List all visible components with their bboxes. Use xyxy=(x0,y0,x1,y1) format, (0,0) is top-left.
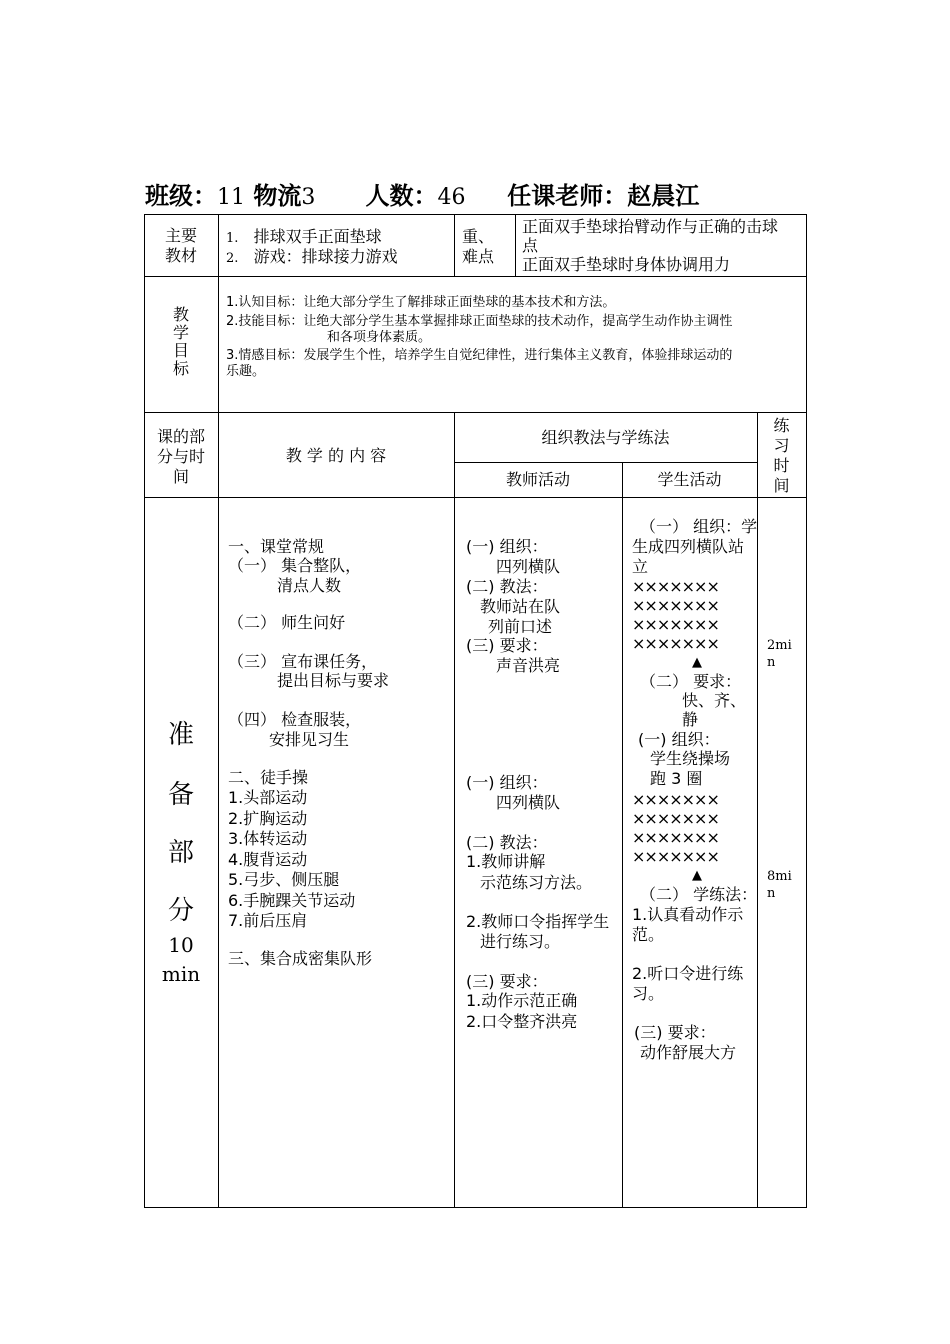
material-item-1: 1. 排球双手正面垫球 xyxy=(226,227,382,246)
formation-row: ××××××× xyxy=(632,809,719,828)
goal-emotion-cont: 乐趣。 xyxy=(226,364,266,379)
teacher-line: (一) 组织： xyxy=(466,537,548,556)
content-line: 提出目标与要求 xyxy=(277,671,390,690)
content-line: 5.弓步、侧压腿 xyxy=(228,870,340,889)
formation-row: ××××××× xyxy=(632,847,719,866)
goal-cognitive: 1.认知目标：让绝大部分学生了解排球正面垫球的基本技术和方法。 xyxy=(226,295,616,310)
student-line: (一) 组织： xyxy=(638,730,720,749)
student-line: （二） 学练法： xyxy=(640,885,758,904)
time-value-1: 2mi n xyxy=(767,638,792,670)
student-line: 动作舒展大方 xyxy=(640,1043,737,1062)
header-line xyxy=(145,176,699,211)
teacher-line: 1.动作示范正确 xyxy=(466,991,578,1010)
teacher-line: 进行练习。 xyxy=(480,932,561,951)
content-line: 6.手腕踝关节运动 xyxy=(228,891,356,910)
goal-skill: 2.技能目标：让绝大部分学生基本掌握排球正面垫球的技术动作，提高学生动作协主调性 xyxy=(226,314,733,329)
class-value: 11 xyxy=(217,185,245,210)
student-line: (三) 要求： xyxy=(634,1023,716,1042)
teacher-line: 四列横队 xyxy=(496,793,561,812)
content-line: 三、集合成密集队形 xyxy=(228,949,373,968)
content-line: 安排见习生 xyxy=(269,730,350,749)
formation-row: ××××××× xyxy=(632,790,719,809)
student-line: 1.认真看动作示 xyxy=(632,905,744,924)
teacher-line: (二) 教法： xyxy=(466,577,548,596)
teacher-line: 2.教师口令指挥学生 xyxy=(466,912,610,931)
formation-row: ××××××× xyxy=(632,828,719,847)
section-char-1: 准 xyxy=(167,720,194,750)
student-line: （一） 组织：学 xyxy=(640,517,758,536)
student-line: 生成四列横队站 xyxy=(632,537,745,556)
teacher-activity-header: 教师活动 xyxy=(505,470,570,489)
teacher-line: 声音洪亮 xyxy=(496,656,561,675)
teacher-position-mark: ▲ xyxy=(692,868,702,883)
formation-row: ××××××× xyxy=(632,577,719,596)
goal-emotion: 3.情感目标：发展学生个性，培养学生自觉纪律性，进行集体主义教育，体验排球运动的 xyxy=(226,348,733,363)
teacher-name: 赵晨江 xyxy=(627,182,700,210)
content-line: （四） 检查服装， xyxy=(228,710,362,729)
teacher-label: 任课老师： xyxy=(507,182,628,210)
count-label: 人数： xyxy=(365,182,438,210)
teacher-position-mark: ▲ xyxy=(692,655,702,670)
practice-time-header: 练 习 时 间 xyxy=(773,416,790,495)
teacher-line: 2.口令整齐洪亮 xyxy=(466,1012,578,1031)
student-line: 快、齐、 xyxy=(682,691,747,710)
teacher-line: (一) 组织： xyxy=(466,773,548,792)
formation-row: ××××××× xyxy=(632,634,719,653)
section-time-header: 课的部 分与时 间 xyxy=(156,427,205,486)
section-char-4: 分 xyxy=(167,896,194,926)
teacher-line: (二) 教法： xyxy=(466,833,548,852)
time-value-2: 8mi n xyxy=(767,869,792,901)
content-line: （三） 宣布课任务， xyxy=(228,652,378,671)
goals-label: 教 学 目 标 xyxy=(172,305,189,378)
content-line: 4.腹背运动 xyxy=(228,850,308,869)
class-label: 班级： xyxy=(145,182,217,210)
section-unit: min xyxy=(161,962,201,986)
content-line: 2.扩胸运动 xyxy=(228,809,308,828)
teacher-line: (三) 要求： xyxy=(466,636,548,655)
content-header: 教 学 的 内 容 xyxy=(285,446,387,465)
content-line: 1.头部运动 xyxy=(228,788,308,807)
content-line: 一、课堂常规 xyxy=(228,537,325,556)
method-header: 组织教法与学练法 xyxy=(541,428,670,447)
key-points-label: 重、 难点 xyxy=(462,227,495,266)
teacher-line: 四列横队 xyxy=(496,557,561,576)
teacher-line: 示范练习方法。 xyxy=(480,873,593,892)
student-line: 学生绕操场 xyxy=(650,749,731,768)
key-points-text: 正面双手垫球抬臂动作与正确的击球 点 正面双手垫球时身体协调用力 xyxy=(522,217,779,274)
student-line: 跑 3 圈 xyxy=(650,769,703,788)
formation-row: ××××××× xyxy=(632,596,719,615)
content-line: 清点人数 xyxy=(277,576,342,595)
content-line: 3.体转运动 xyxy=(228,829,308,848)
student-line: 范。 xyxy=(632,925,665,944)
teacher-line: 列前口述 xyxy=(488,617,553,636)
student-line: （二） 要求： xyxy=(640,672,742,691)
formation-row: ××××××× xyxy=(632,615,719,634)
teacher-line: 教师站在队 xyxy=(480,597,561,616)
student-line: 2.听口令进行练 xyxy=(632,964,744,983)
content-line: 7.前后压肩 xyxy=(228,911,308,930)
content-line: （二） 师生问好 xyxy=(228,613,346,632)
content-line: 二、徒手操 xyxy=(228,768,309,787)
student-activity-header: 学生活动 xyxy=(657,470,722,489)
class-num: 3 xyxy=(301,185,316,210)
section-char-3: 部 xyxy=(167,838,194,868)
student-line: 习。 xyxy=(632,984,665,1003)
teacher-line: 1.教师讲解 xyxy=(466,852,546,871)
student-line: 静 xyxy=(682,710,699,729)
count-value: 46 xyxy=(437,185,466,210)
content-line: （一） 集合整队， xyxy=(228,556,362,575)
goal-skill-cont: 和各项身体素质。 xyxy=(327,330,432,345)
material-item-2: 2. 游戏：排球接力游戏 xyxy=(226,247,398,266)
section-char-2: 备 xyxy=(167,780,194,810)
section-minutes: 10 xyxy=(168,933,194,957)
materials-label: 主要 教材 xyxy=(164,226,197,265)
teacher-line: (三) 要求： xyxy=(466,972,548,991)
class-name: 物流 xyxy=(253,182,302,210)
student-line: 立 xyxy=(632,557,649,576)
